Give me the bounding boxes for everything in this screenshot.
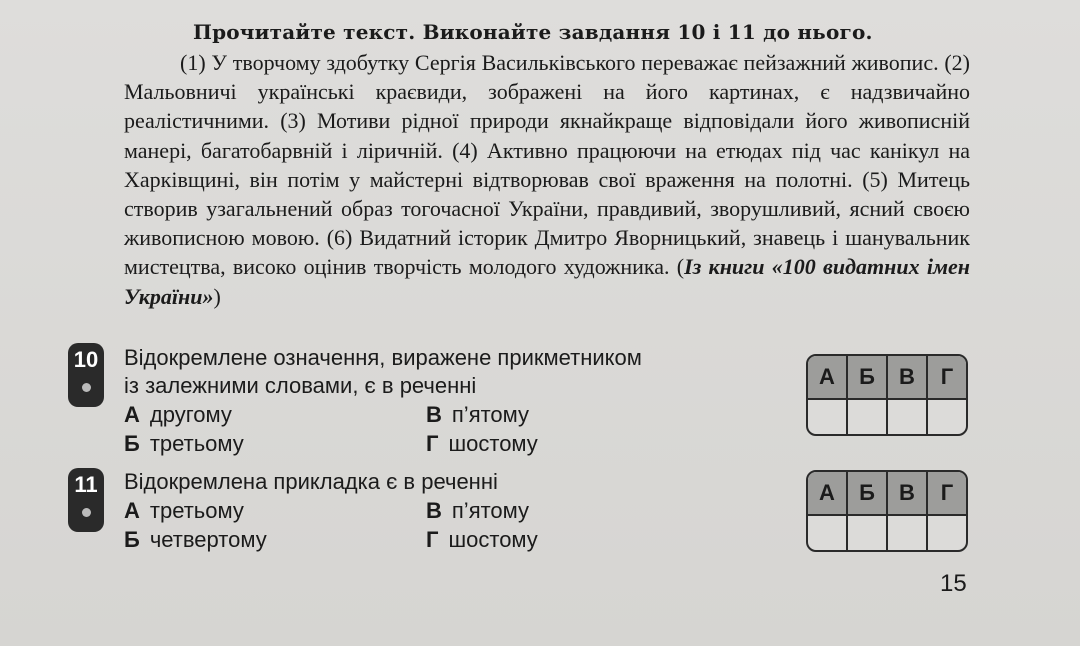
q11-option-g[interactable] xyxy=(426,527,538,553)
option-text: п’ятому xyxy=(451,498,530,523)
q10-option-g[interactable] xyxy=(426,431,538,457)
answer-cell-g[interactable] xyxy=(928,516,966,550)
answer-col-a: А xyxy=(808,472,848,514)
task-heading: Прочитайте текст. Виконайте завдання 10 і 11 до нього. xyxy=(193,20,873,44)
answer-cell-v[interactable] xyxy=(888,516,928,550)
option-letter: Б xyxy=(124,527,140,552)
question-text-line: Відокремлене означення, виражене прикметником xyxy=(124,345,642,370)
q10-option-a[interactable] xyxy=(124,402,232,428)
passage-source: Із книги «100 видатних імен України» xyxy=(124,254,970,309)
option-text: третьому xyxy=(149,498,244,523)
option-text: шостому xyxy=(448,431,538,456)
answer-grid-header xyxy=(808,472,966,514)
option-letter: Б xyxy=(124,431,140,456)
answer-cell-a[interactable] xyxy=(808,516,848,550)
question-number: 11 xyxy=(74,472,98,497)
option-text: другому xyxy=(149,402,232,427)
badge-dot-icon xyxy=(82,383,91,392)
q10-option-v[interactable] xyxy=(426,402,529,428)
question-number-badge-10 xyxy=(68,343,104,407)
question-10-text xyxy=(124,344,642,400)
option-text: третьому xyxy=(149,431,244,456)
q11-option-a[interactable] xyxy=(124,498,244,524)
q11-option-v[interactable] xyxy=(426,498,529,524)
page-number: 15 xyxy=(940,570,967,597)
option-text: п’ятому xyxy=(451,402,530,427)
answer-grid-cells xyxy=(808,398,966,434)
answer-col-b: Б xyxy=(848,356,888,398)
passage-text: (1) У творчому здобутку Сергія Васильківського переважає пейзажний живопис. (2) Мальовничі українські краєвиди, зображені на його картинах, є надзвичайно реалістичними. (3) Мотиви рідної природи якнайкраще відповідали його живописній манері, багатобарвній і ліричній. (4) Активно працюючи на етюдах під час канікул на Харківщині, він потім у майстерні відтворював свої враження на полотні. (5) Митець створив узагальнений образ тогочасної України, правдивий, зворушливий, ясний своєю живописною мовою. (6) Видатний історик Дмитро Яворницький, знавець і шанувальник мистецтва, високо оцінив творчість молодого художника. ( xyxy=(124,50,970,280)
q11-answer-grid xyxy=(806,470,968,552)
passage-close-paren: ) xyxy=(213,283,221,309)
answer-cell-g[interactable] xyxy=(928,400,966,434)
question-text-line: Відокремлена прикладка є в реченні xyxy=(124,469,498,494)
answer-cell-a[interactable] xyxy=(808,400,848,434)
option-letter: Г xyxy=(426,527,439,552)
answer-col-b: Б xyxy=(848,472,888,514)
answer-col-g: Г xyxy=(940,480,954,505)
answer-col-v: В xyxy=(888,356,928,398)
badge-dot-icon xyxy=(82,508,91,517)
option-letter: А xyxy=(124,402,140,427)
option-letter: А xyxy=(124,498,140,523)
answer-cell-b[interactable] xyxy=(848,516,888,550)
option-letter: В xyxy=(426,402,442,427)
answer-grid-header xyxy=(808,356,966,398)
question-number: 10 xyxy=(73,347,99,372)
q10-option-b[interactable] xyxy=(124,431,244,457)
option-text: шостому xyxy=(448,527,538,552)
option-letter: В xyxy=(426,498,442,523)
question-11-text xyxy=(124,468,498,496)
answer-grid-cells xyxy=(808,514,966,550)
answer-col-g: Г xyxy=(940,364,954,389)
reading-passage xyxy=(124,48,970,311)
answer-col-a: А xyxy=(808,356,848,398)
option-text: четвертому xyxy=(149,527,267,552)
q11-option-b[interactable] xyxy=(124,527,267,553)
answer-cell-b[interactable] xyxy=(848,400,888,434)
q10-answer-grid xyxy=(806,354,968,436)
answer-cell-v[interactable] xyxy=(888,400,928,434)
option-letter: Г xyxy=(426,431,439,456)
question-text-line: із залежними словами, є в реченні xyxy=(124,373,477,398)
question-number-badge-11 xyxy=(68,468,104,532)
answer-col-v: В xyxy=(888,472,928,514)
